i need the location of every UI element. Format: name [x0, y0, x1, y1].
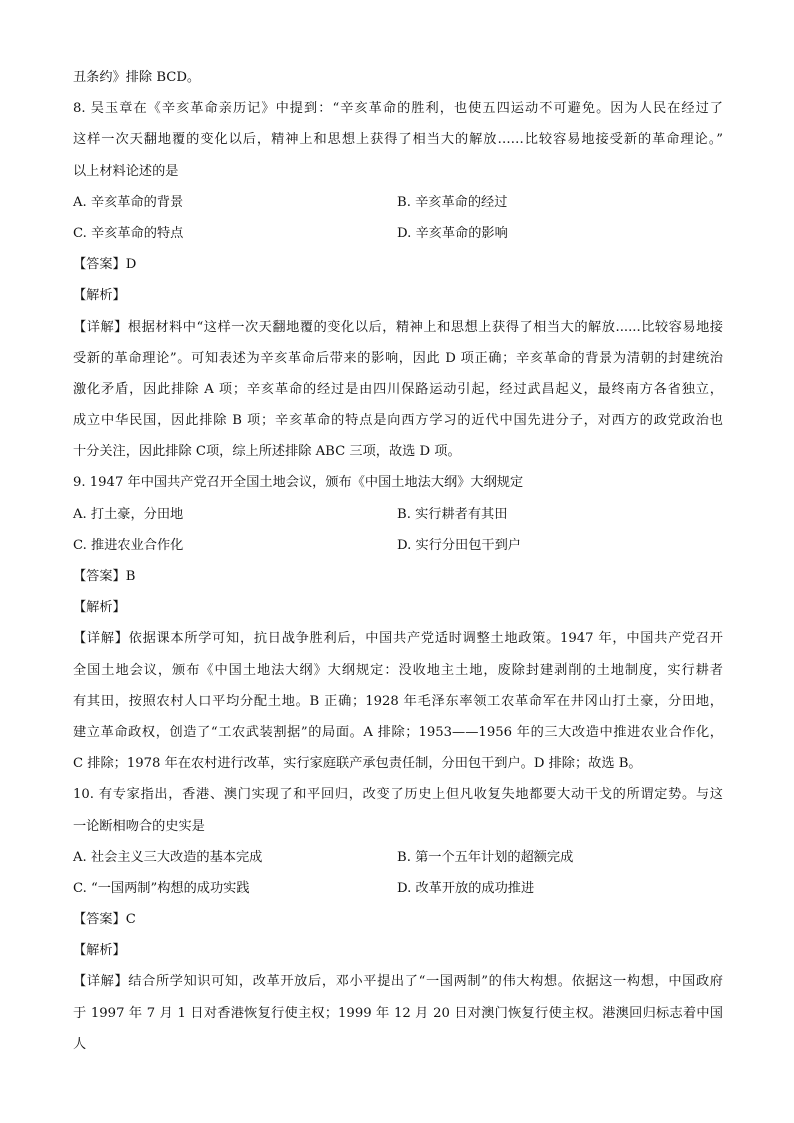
- analysis-label: 【解析】: [73, 600, 126, 616]
- document-page: [73, 62, 723, 1052]
- option-b: B. 辛亥革命的经过: [397, 194, 508, 210]
- question-8-stem: 这样一次天翻地覆的变化以后，精神上和思想上获得了相当大的解放……比较容易地接受新的革命理论。”: [73, 132, 723, 148]
- question-10-stem: 一论断相吻合的史实是: [73, 818, 205, 834]
- question-8-options: [73, 187, 723, 218]
- option-a: A. 辛亥革命的背景: [73, 194, 184, 210]
- answer-label: 【答案】B: [73, 569, 136, 584]
- text-line: 丑条约》排除 BCD。: [73, 70, 201, 85]
- explanation-line: 于 1997 年 7 月 1 日对香港恢复行使主权；1999 年 12 月 20 日对澳门恢复行使主权。港澳回归标志着中国人: [73, 1005, 723, 1052]
- option-b: B. 第一个五年计划的超额完成: [397, 849, 574, 865]
- explanation-line: 【详解】根据材料中“这样一次天翻地覆的变化以后，精神上和思想上获得了相当大的解放......比较容易地接: [73, 319, 723, 335]
- question-10-options: [73, 842, 723, 873]
- option-d: D. 改革开放的成功推进: [397, 880, 535, 896]
- explanation-line: 受新的革命理论”。可知表述为辛亥革命后带来的影响，因此 D 项正确；辛亥革命的背景为清朝的封建统治: [73, 350, 723, 366]
- explanation-line: 全国土地会议，颁布《中国土地法大纲》大纲规定：没收地主土地，废除封建剥削的土地制度，实行耕者: [73, 662, 723, 678]
- question-10-stem: 10. 有专家指出，香港、澳门实现了和平回归，改变了历史上但凡收复失地都要大动干戈的所谓定势。与这: [73, 787, 723, 803]
- question-8-stem: 8. 吴玉章在《辛亥革命亲历记》中提到：“辛亥革命的胜利，也使五四运动不可避免。因为人民在经过了: [73, 101, 723, 117]
- explanation-line: 建立革命政权，创造了“工农武装割据”的局面。A 排除；1953——1956 年的三大改造中推进农业合作化，: [73, 724, 723, 740]
- explanation-line: 激化矛盾，因此排除 A 项；辛亥革命的经过是由四川保路运动引起，经过武昌起义，最终南方各省独立，: [73, 381, 723, 397]
- option-c: C. 推进农业合作化: [73, 537, 184, 553]
- explanation-line: 有其田，按照农村人口平均分配土地。B 正确；1928 年毛泽东率领工农革命军在井冈山打土豪，分田地，: [73, 693, 723, 709]
- question-10-options: [73, 873, 723, 904]
- question-8-stem: 以上材料论述的是: [73, 163, 179, 179]
- option-a: A. 打土豪，分田地: [73, 506, 184, 522]
- explanation-line: 十分关注，因此排除 C项，综上所述排除 ABC 三项，故选 D 项。: [73, 444, 461, 460]
- answer-label: 【答案】D: [73, 257, 137, 273]
- explanation-line: 【详解】结合所学知识可知，改革开放后，邓小平提出了“一国两制”的伟大构想。依据这一构想，中国政府: [73, 974, 723, 990]
- option-c: C. “一国两制”构想的成功实践: [73, 880, 250, 896]
- question-8-options: [73, 218, 723, 249]
- option-d: D. 实行分田包干到户: [397, 537, 521, 553]
- option-a: A. 社会主义三大改造的基本完成: [73, 849, 263, 865]
- option-c: C. 辛亥革命的特点: [73, 225, 184, 241]
- question-9-options: [73, 530, 723, 561]
- explanation-line: 成立中华民国，因此排除 B 项；辛亥革命的特点是向西方学习的近代中国先进分子，对西方的政党政治也: [73, 413, 723, 429]
- answer-label: 【答案】C: [73, 912, 136, 928]
- explanation-line: C 排除；1978 年在农村进行改革，实行家庭联产承包责任制，分田包干到户。D 排除；故选 B。: [73, 756, 642, 772]
- analysis-label: 【解析】: [73, 943, 126, 959]
- question-9-options: [73, 499, 723, 530]
- option-b: B. 实行耕者有其田: [397, 506, 508, 522]
- question-9-stem: 9. 1947 年中国共产党召开全国土地会议，颁布《中国土地法大纲》大纲规定: [73, 475, 524, 491]
- analysis-label: 【解析】: [73, 288, 126, 304]
- explanation-line: 【详解】依据课本所学可知，抗日战争胜利后，中国共产党适时调整土地政策。1947 年，中国共产党召开: [73, 631, 723, 647]
- option-d: D. 辛亥革命的影响: [397, 225, 508, 241]
